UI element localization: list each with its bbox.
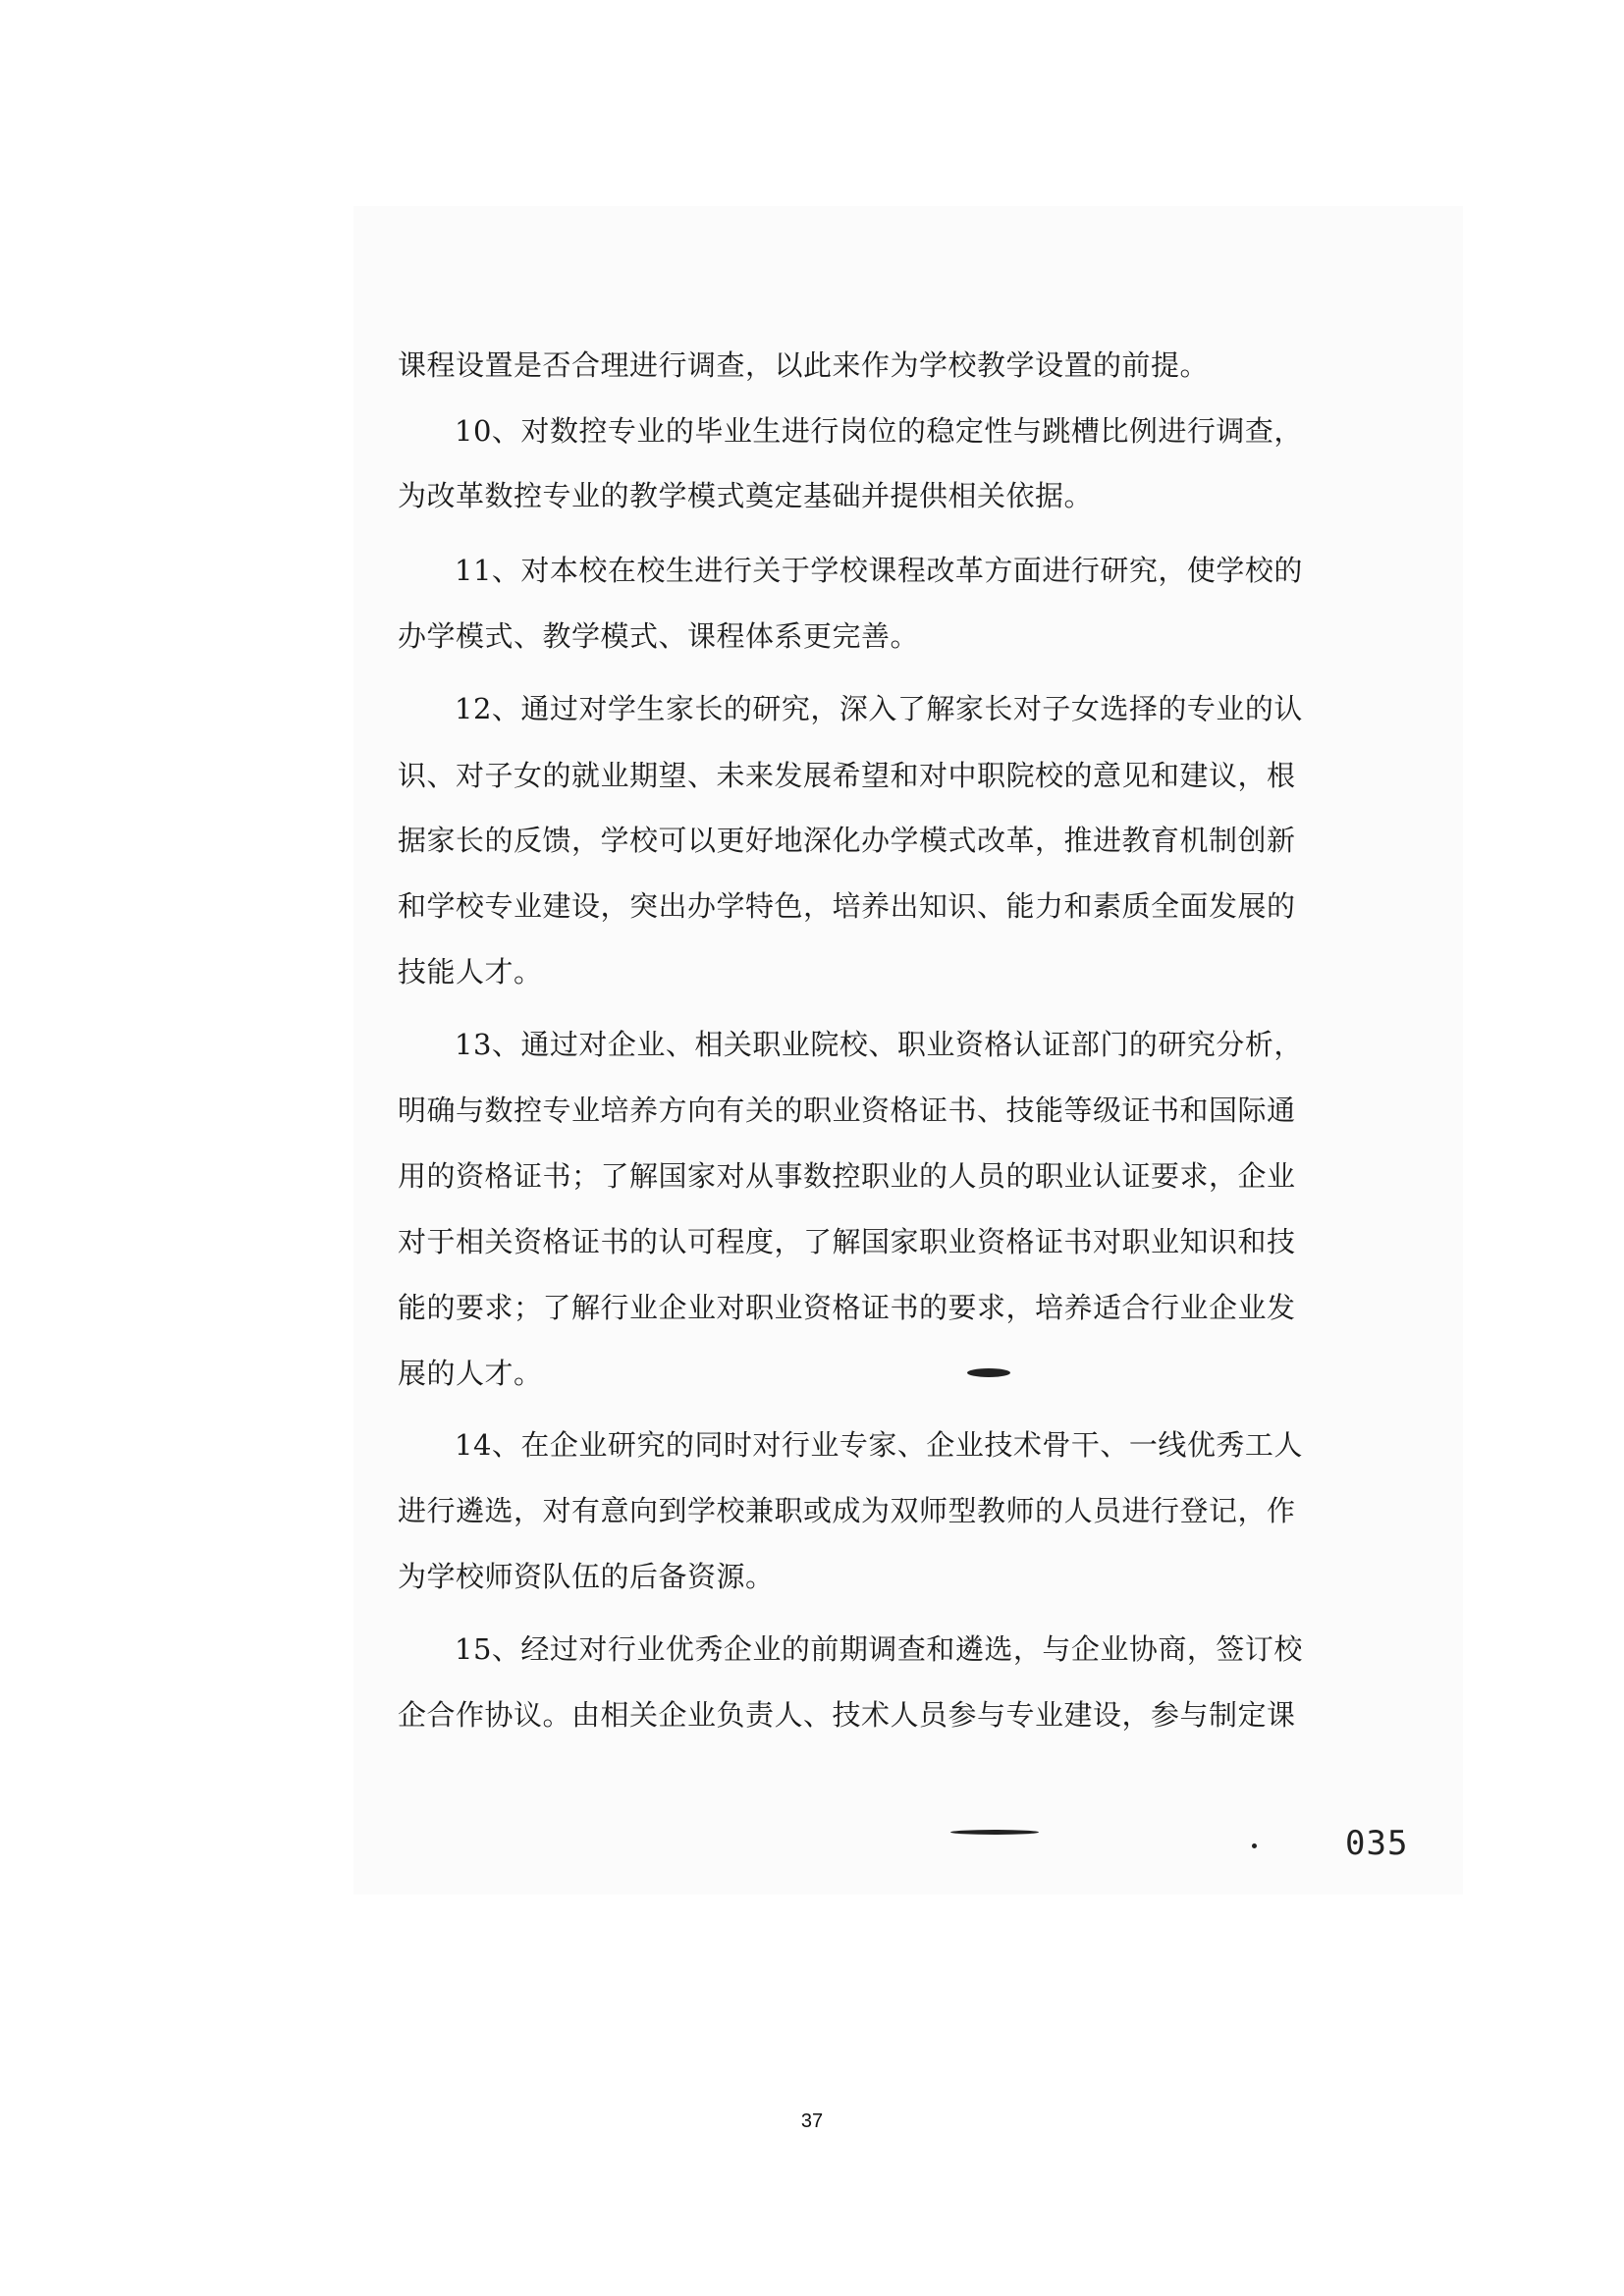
text-line: 办学模式、教学模式、课程体系更完善。 [398, 619, 920, 653]
text-line: 企合作协议。由相关企业负责人、技术人员参与专业建设，参与制定课 [398, 1698, 1296, 1732]
text-line: 为改革数控专业的教学模式奠定基础并提供相关依据。 [398, 479, 1094, 512]
text-line: 为学校师资队伍的后备资源。 [398, 1560, 775, 1593]
text-line: 明确与数控专业培养方向有关的职业资格证书、技能等级证书和国际通 [398, 1094, 1296, 1127]
text-line: 据家长的反馈，学校可以更好地深化办学模式改革，推进教育机制创新 [398, 824, 1296, 857]
text-line: 对于相关资格证书的认可程度，了解国家职业资格证书对职业知识和技 [398, 1225, 1296, 1258]
scan-smudge [950, 1830, 1039, 1835]
text-line: 课程设置是否合理进行调查，以此来作为学校教学设置的前提。 [398, 348, 1210, 382]
text-line: 14、在企业研究的同时对行业专家、企业技术骨干、一线优秀工人 [455, 1428, 1303, 1462]
scan-dot [1252, 1843, 1257, 1848]
text-line: 技能人才。 [398, 955, 543, 988]
text-line: 10、对数控专业的毕业生进行岗位的稳定性与跳槽比例进行调查， [455, 414, 1303, 448]
scan-smudge [967, 1368, 1010, 1377]
text-line: 能的要求；了解行业企业对职业资格证书的要求，培养适合行业企业发 [398, 1291, 1296, 1324]
text-line: 进行遴选，对有意向到学校兼职或成为双师型教师的人员进行登记，作 [398, 1494, 1296, 1527]
original-page-number: 035 [1345, 1824, 1409, 1863]
text-line: 展的人才。 [398, 1357, 543, 1390]
text-line: 15、经过对行业优秀企业的前期调查和遴选，与企业协商，签订校 [455, 1632, 1303, 1666]
text-line: 和学校专业建设，突出办学特色，培养出知识、能力和素质全面发展的 [398, 889, 1296, 923]
pdf-page-number: 37 [800, 2110, 824, 2132]
text-line: 11、对本校在校生进行关于学校课程改革方面进行研究，使学校的 [455, 554, 1303, 587]
text-line: 识、对子女的就业期望、未来发展希望和对中职院校的意见和建议，根 [398, 759, 1296, 792]
text-line: 12、通过对学生家长的研究，深入了解家长对子女选择的专业的认 [455, 692, 1303, 725]
text-line: 13、通过对企业、相关职业院校、职业资格认证部门的研究分析， [455, 1028, 1303, 1061]
text-line: 用的资格证书；了解国家对从事数控职业的人员的职业认证要求，企业 [398, 1159, 1296, 1193]
